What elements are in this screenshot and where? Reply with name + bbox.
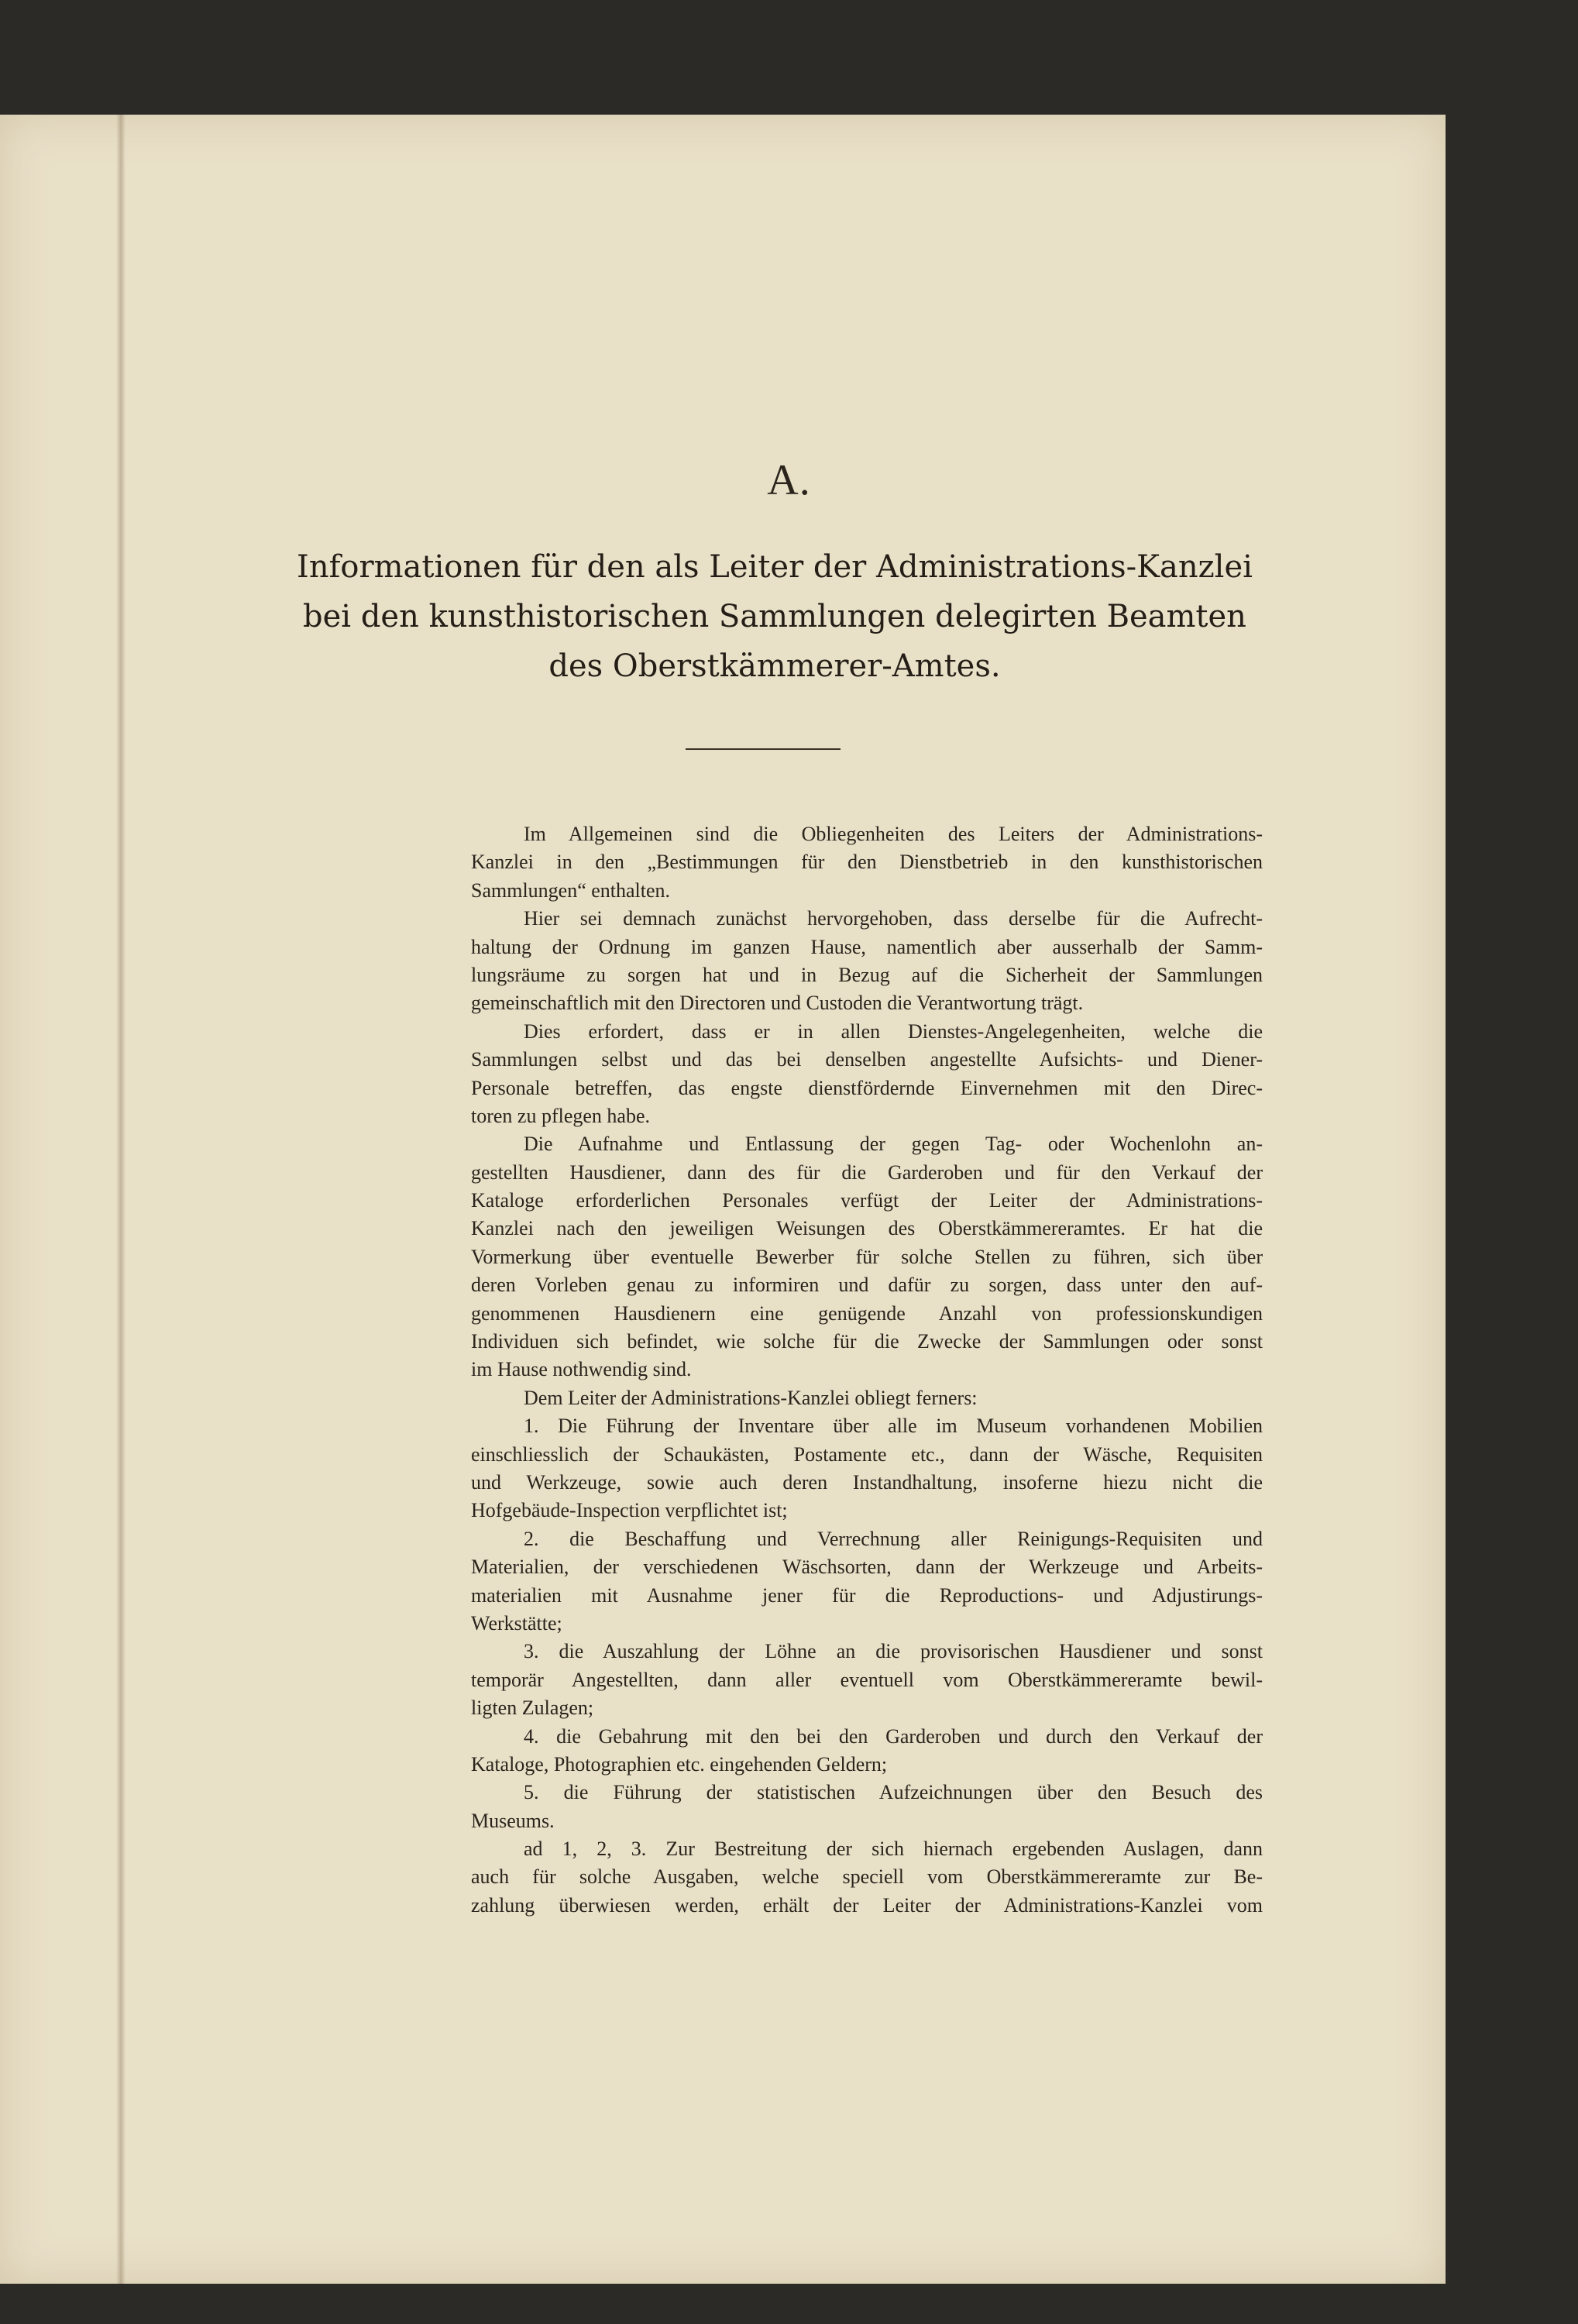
text-line: haltung der Ordnung im ganzen Hause, namentlich aber ausserhalb der Samm- bbox=[471, 935, 1263, 958]
text-line: ligten Zulagen; bbox=[471, 1697, 594, 1720]
text-line: 3. die Auszahlung der Löhne an die provisorischen Hausdiener und sonst bbox=[524, 1640, 1263, 1663]
heading-line: bei den kunsthistorischen Sammlungen delegirten Beamten bbox=[303, 599, 1246, 634]
text-line: Hier sei demnach zunächst hervorgehoben, dass derselbe für die Aufrecht- bbox=[524, 907, 1263, 930]
text-line: Dies erfordert, dass er in allen Dienstes-Angelegenheiten, welche die bbox=[524, 1019, 1263, 1043]
text-line: toren zu pflegen habe. bbox=[471, 1104, 651, 1127]
text-line: Werkstätte; bbox=[471, 1611, 562, 1635]
text-line: Hofgebäude-Inspection verpflichtet ist; bbox=[471, 1499, 788, 1522]
text-line: Sammlungen selbst und das bei denselben angestellte Aufsichts- und Diener- bbox=[471, 1048, 1263, 1071]
text-line: Die Aufnahme und Entlassung der gegen Tag- oder Wochenlohn an- bbox=[524, 1133, 1263, 1156]
section-letter: A. bbox=[767, 456, 811, 504]
text-line: gemeinschaftlich mit den Directoren und Custoden die Verantwortung trägt. bbox=[471, 992, 1084, 1015]
text-line: temporär Angestellten, dann aller eventuell vom Oberstkämmereramte bewil- bbox=[471, 1668, 1263, 1691]
text-line: deren Vorleben genau zu informiren und dafür zu sorgen, dass unter den auf- bbox=[471, 1274, 1263, 1297]
text-line: Kanzlei nach den jeweiligen Weisungen des Oberstkämmereramtes. Er hat die bbox=[471, 1217, 1263, 1240]
text-line: Im Allgemeinen sind die Obliegenheiten des Leiters der Administrations- bbox=[524, 823, 1263, 845]
page-fold bbox=[116, 115, 125, 2284]
text-line: Dem Leiter der Administrations-Kanzlei obliegt ferners: bbox=[524, 1386, 978, 1409]
text-line: Museums. bbox=[471, 1809, 555, 1832]
text-line: 1. Die Führung der Inventare über alle im Museum vorhandenen Mobilien bbox=[524, 1415, 1263, 1438]
text-line: Materialien, der verschiedenen Wäschsorten, dann der Werkzeuge und Arbeits- bbox=[471, 1556, 1263, 1579]
text-line: Vormerkung über eventuelle Bewerber für solche Stellen zu führen, sich über bbox=[471, 1245, 1263, 1268]
text-line: materialien mit Ausnahme jener für die Reproductions- und Adjustirungs- bbox=[471, 1583, 1263, 1607]
text-line: einschliesslich der Schaukästen, Postamente etc., dann der Wäsche, Requisiten bbox=[471, 1442, 1263, 1466]
text-line: Kanzlei in den „Bestimmungen für den Dienstbetrieb in den kunsthistorischen bbox=[471, 851, 1263, 874]
text-line: ad 1, 2, 3. Zur Bestreitung der sich hiernach ergebenden Auslagen, dann bbox=[524, 1838, 1263, 1861]
text-line: 5. die Führung der statistischen Aufzeichnungen über den Besuch des bbox=[524, 1781, 1263, 1804]
body-text bbox=[471, 820, 1263, 1920]
text-line: und Werkzeuge, sowie auch deren Instandhaltung, insoferne hiezu nicht die bbox=[471, 1470, 1263, 1494]
text-line: 4. die Gebahrung mit den bei den Garderoben und durch den Verkauf der bbox=[524, 1724, 1263, 1748]
heading-line: des Oberstkämmerer-Amtes. bbox=[548, 648, 1001, 684]
text-line: 2. die Beschaffung und Verrechnung aller Reinigungs-Requisiten und bbox=[524, 1527, 1263, 1550]
text-line: Kataloge, Photographien etc. eingehenden Geldern; bbox=[471, 1752, 888, 1776]
text-line: Sammlungen“ enthalten. bbox=[471, 878, 671, 902]
text-line: Kataloge erforderlichen Personales verfügt der Leiter der Administrations- bbox=[471, 1189, 1263, 1212]
text-line: Individuen sich befindet, wie solche für die Zwecke der Sammlungen oder sonst bbox=[471, 1330, 1263, 1353]
heading-line: Informationen für den als Leiter der Administrations-Kanzlei bbox=[297, 549, 1253, 585]
text-line: auch für solche Ausgaben, welche speciell vom Oberstkämmereramte zur Be- bbox=[471, 1865, 1263, 1889]
text-line: lungsräume zu sorgen hat und in Bezug auf die Sicherheit der Sammlungen bbox=[471, 963, 1263, 986]
text-line: Personale betreffen, das engste dienstfördernde Einvernehmen mit den Direc- bbox=[471, 1076, 1263, 1099]
heading-divider bbox=[686, 748, 841, 750]
text-line: gestellten Hausdiener, dann des für die Garderoben und für den Verkauf der bbox=[471, 1160, 1263, 1184]
text-line: genommenen Hausdienern eine genügende Anzahl von professionskundigen bbox=[471, 1301, 1263, 1325]
document-heading bbox=[232, 542, 1317, 691]
text-line: zahlung überwiesen werden, erhält der Leiter der Administrations-Kanzlei vom bbox=[471, 1893, 1263, 1917]
text-line: im Hause nothwendig sind. bbox=[471, 1358, 692, 1381]
